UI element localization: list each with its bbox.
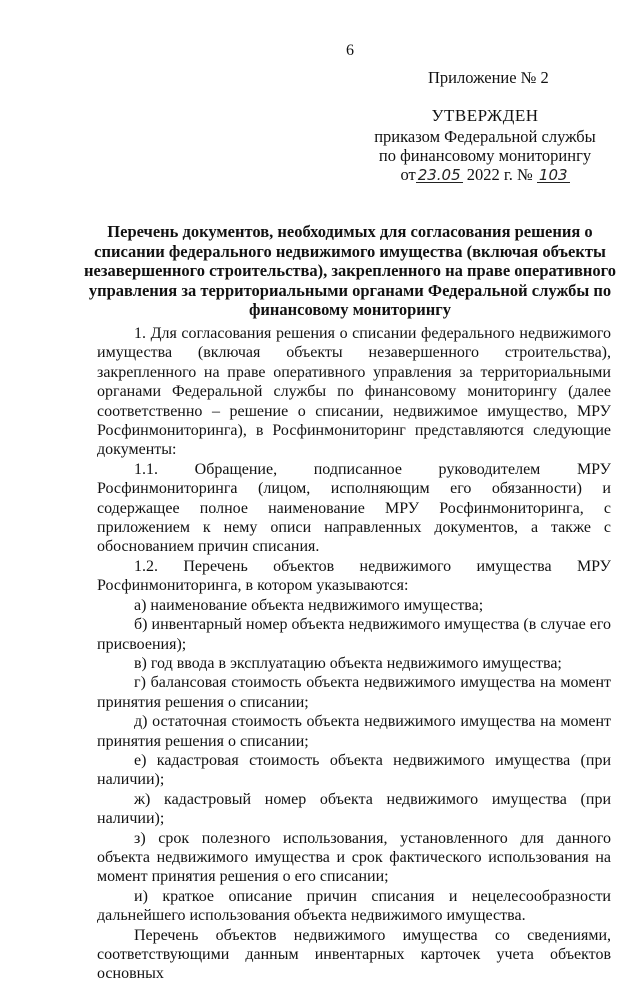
paragraph: 1. Для согласования решения о списании федерального недвижимого имущества (включая объекты незавершенного строительства), закрепленного на праве оперативного управления за территориальными органами Федеральной службы по финансовому мониторингу (далее соответственно – решение о списании, недвижимое имущество, МРУ Росфинмониторинга), в Росфинмониторинг представляются следующие документы: — [97, 325, 611, 459]
list-item: а) наименование объекта недвижимого имущества; — [134, 596, 484, 614]
year-text: 2022 г. № — [466, 165, 533, 184]
list-item: г) балансовая стоимость объекта недвижимого имущества на момент принятия решения о списании; — [97, 674, 611, 711]
paragraph: 1.2. Перечень объектов недвижимого имущества МРУ Росфинмониторинга, в котором указываются: — [97, 557, 611, 595]
list-item: и) краткое описание причин списания и нецелесообразности дальнейшего использования объекта недвижимого имущества. — [97, 887, 611, 925]
document-body — [97, 324, 611, 984]
handwritten-date: 23.05 — [417, 166, 461, 184]
list-item: е) кадастровая стоимость объекта недвижимого имущества (при наличии); — [97, 751, 611, 789]
approval-line-1: приказом Федеральной службы — [374, 127, 596, 146]
paragraph: 1.1. Обращение, подписанное руководителем МРУ Росфинмониторинга (лицом, исполняющим его обязанности) и содержащее полное наименование МРУ Росфинмониторинга, с приложением к нему описи направленных документов, а также с обоснованием причин списания. — [97, 460, 611, 556]
approval-title: УТВЕРЖДЕН — [431, 106, 539, 125]
approval-block — [370, 106, 600, 184]
list-item: д) остаточная стоимость объекта недвижимого имущества на момент принятия решения о списании; — [97, 713, 611, 750]
list-item: ж) кадастровый номер объекта недвижимого имущества (при наличии); — [97, 790, 611, 828]
handwritten-order-number: 103 — [538, 166, 568, 184]
paragraph: Перечень объектов недвижимого имущества со сведениями, соответствующими данным инвентарных карточек учета объектов основных — [97, 926, 611, 983]
approval-line-2: по финансовому мониторингу — [378, 146, 592, 165]
date-prefix: от — [400, 165, 416, 184]
list-item: в) год ввода в эксплуатацию объекта недвижимого имущества; — [134, 654, 562, 672]
list-item: б) инвентарный номер объекта недвижимого имущества (в случае его присвоения); — [97, 616, 611, 653]
document-title: Перечень документов, необходимых для согласования решения о списании федерального недвижимого имущества (включая объекты незавершенного строительства), закрепленного на праве оперативного управления за территориальными органами Федеральной службы по финансовому мониторингу — [84, 222, 616, 319]
list-item: з) срок полезного использования, установленного для данного объекта недвижимого имущества и срок фактического использования на момент принятия решения о его списании; — [97, 829, 611, 886]
order-date-line — [370, 165, 600, 184]
page-number: 6 — [346, 42, 354, 59]
appendix-label: Приложение № 2 — [428, 68, 549, 87]
